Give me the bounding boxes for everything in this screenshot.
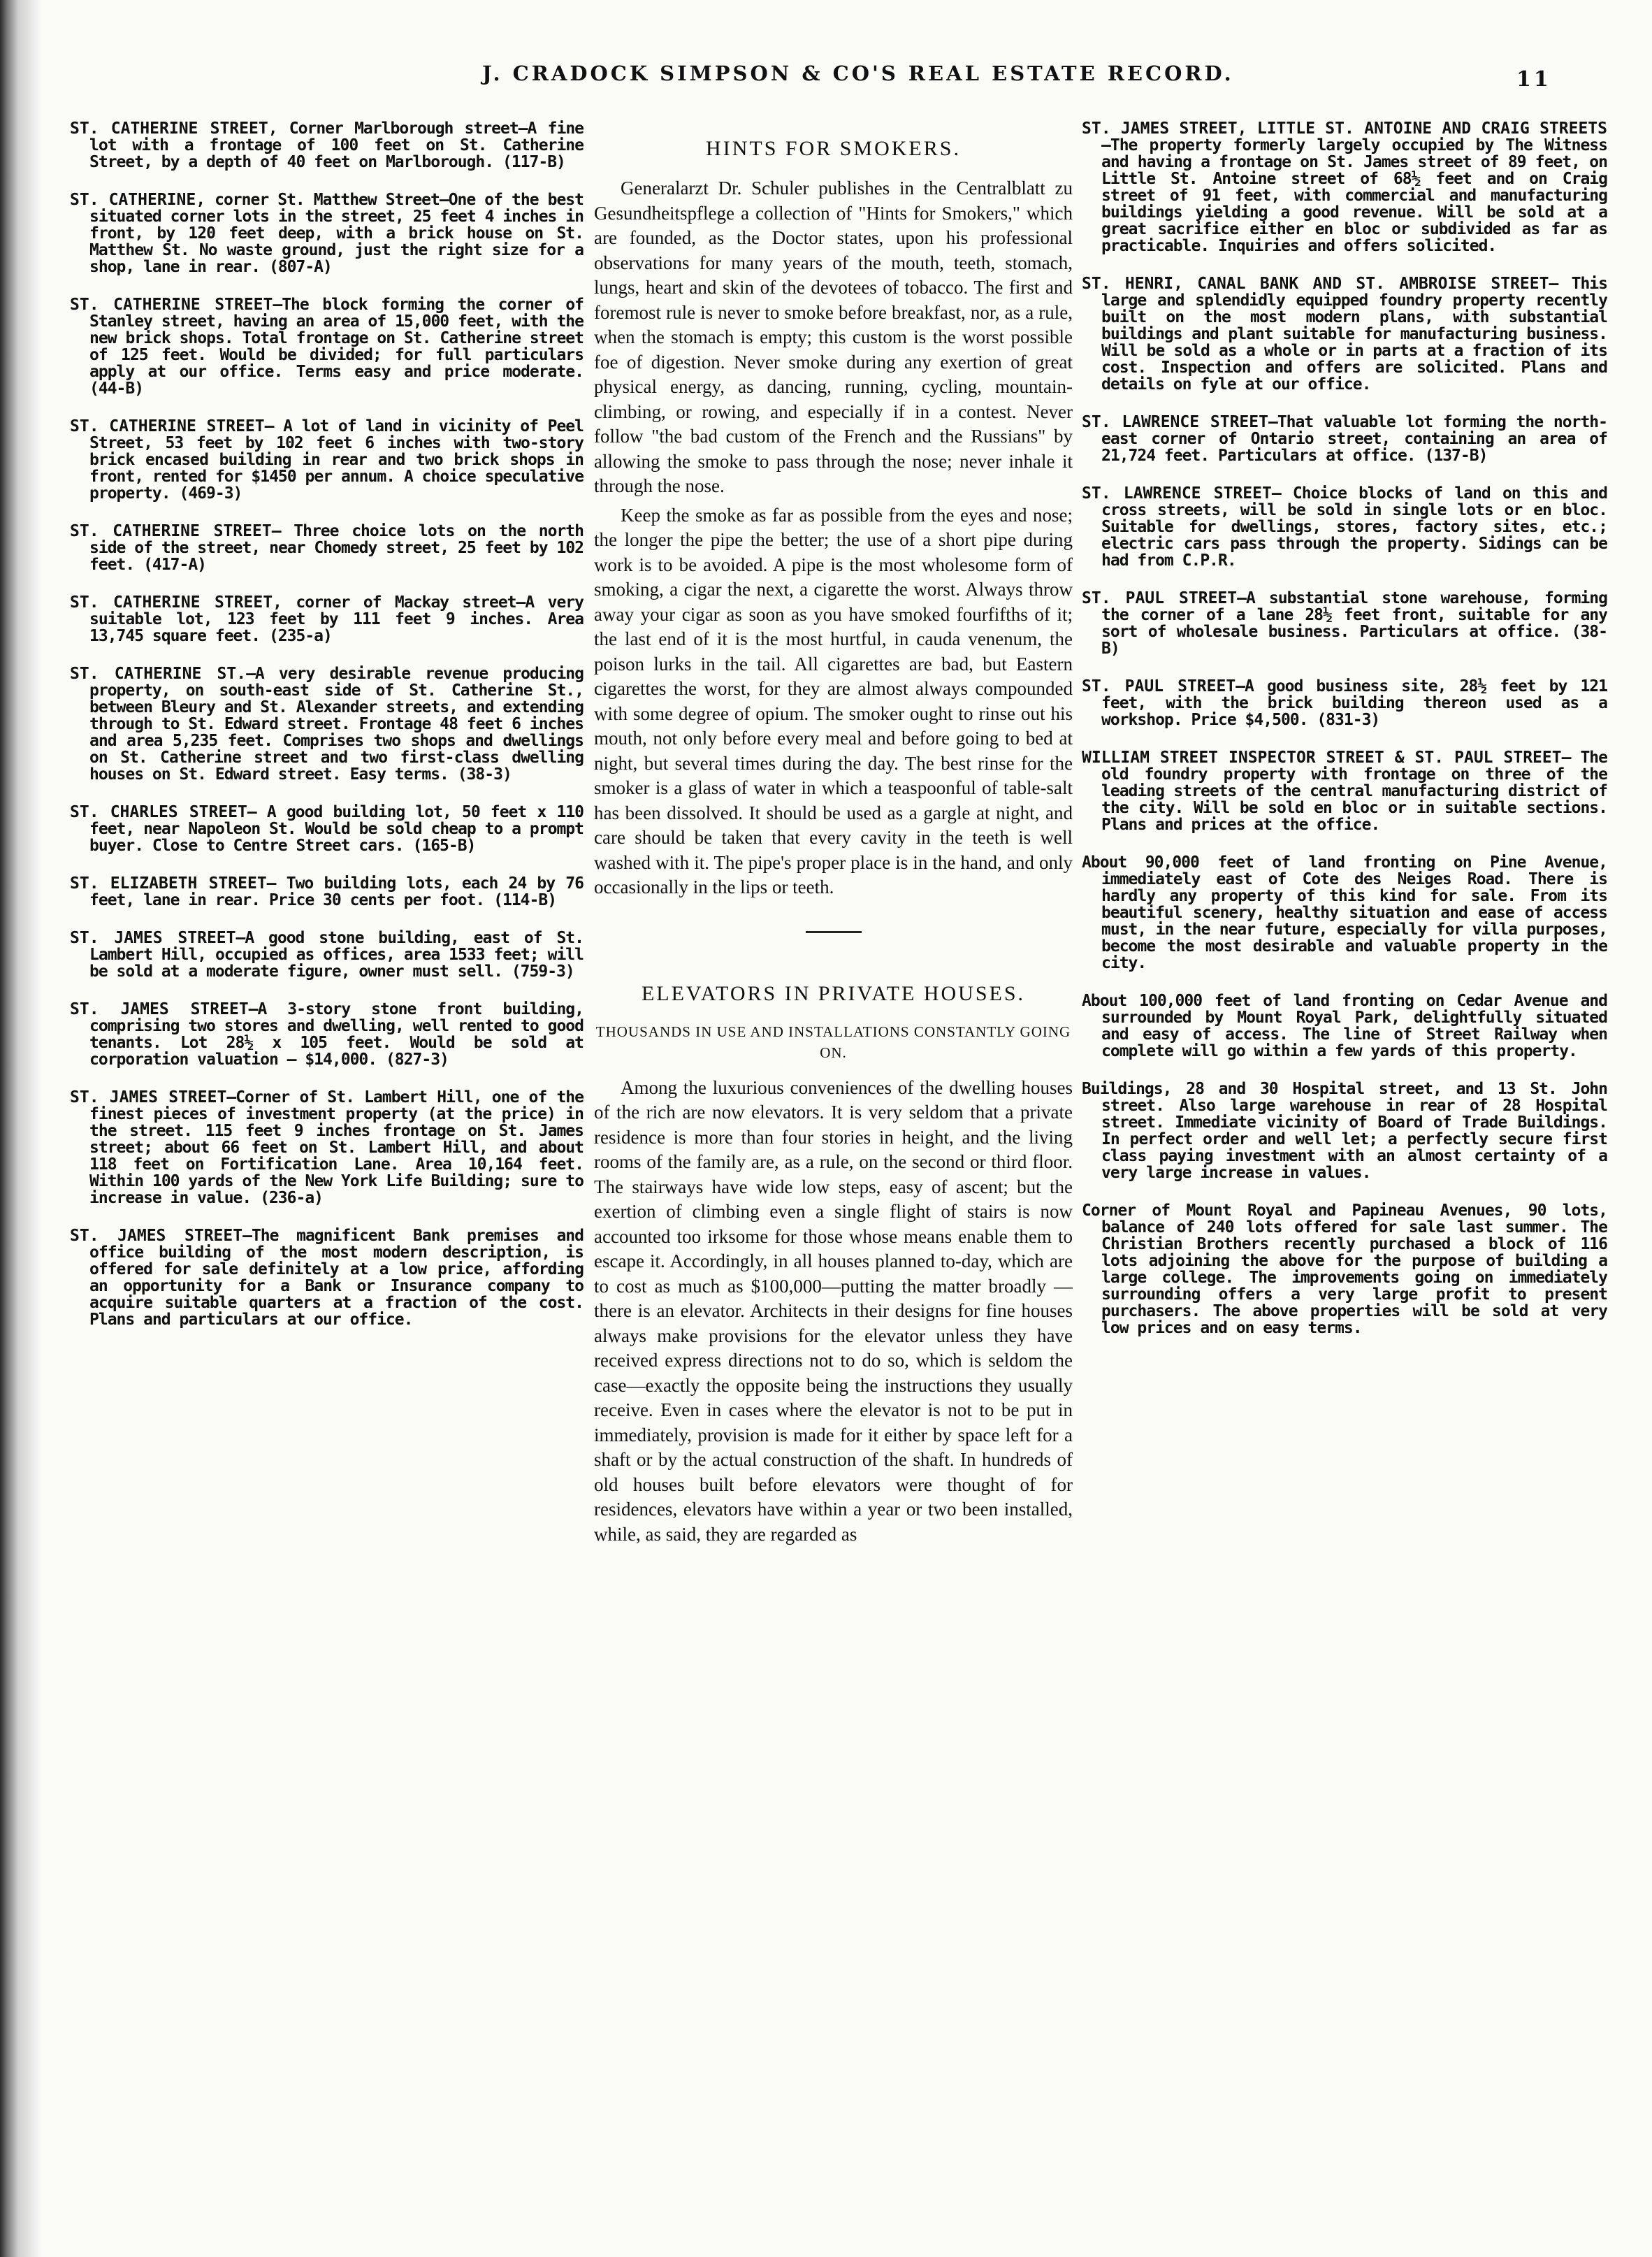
listing-heading: ST. JAMES STREET xyxy=(70,929,236,947)
listing-body: Corner Marlborough street—A fine lot with a frontage of 100 feet on St. Catherine Street, by a depth of 40 feet on Marlborough. (117-B) xyxy=(89,120,584,171)
listing-heading: ST. PAUL STREET xyxy=(1082,589,1238,607)
listing-heading: ST. JAMES STREET xyxy=(70,1227,243,1245)
left-column-listings xyxy=(70,120,584,2231)
listing-heading: ST. HENRI, CANAL BANK AND ST. AMBROISE STREET xyxy=(1082,275,1549,293)
listing-body: — A good building lot, 50 feet x 110 feet, near Napoleon St. Would be sold cheap to a prompt buyer. Close to Centre Street cars. (165-B) xyxy=(89,803,584,855)
listing-heading: ST. CATHERINE STREET xyxy=(70,296,273,314)
listing xyxy=(70,930,584,980)
listing xyxy=(1082,1202,1607,1336)
listing-heading: ST. CATHERINE, xyxy=(70,191,206,209)
listing-heading: ST. CHARLES STREET xyxy=(70,803,247,821)
listing-body: —A good stone building, east of St. Lambert Hill, occupied as offices, area 1533 feet; will be sold at a moderate figure, owner must sell. (759-3) xyxy=(89,929,584,981)
listing xyxy=(70,296,584,397)
listing xyxy=(70,665,584,783)
section-divider xyxy=(806,931,862,933)
listing-body: —A good business site, 28½ feet by 121 feet, with the brick building thereon used as a workshop. Price $4,500. (831-3) xyxy=(1101,677,1607,729)
listing xyxy=(1082,749,1607,833)
smokers-article-title: HINTS FOR SMOKERS. xyxy=(706,137,961,160)
listing xyxy=(70,1089,584,1206)
listing-body: —The block forming the corner of Stanley street, having an area of 15,000 feet, with the new brick shops. Total frontage on St. Catherine street of 125 feet. Would be divided; for full particulars apply at our office. Terms easy and price moderate. (44-B) xyxy=(89,296,584,398)
listing-heading: WILLIAM STREET INSPECTOR STREET & ST. PAUL STREET xyxy=(1082,749,1562,767)
listing-body: — Two building lots, each 24 by 76 feet, lane in rear. Price 30 cents per foot. (114-B) xyxy=(89,874,584,909)
listing-heading: ST. LAWRENCE STREET xyxy=(1082,413,1268,431)
listing-body: — Three choice lots on the north side of the street, near Chomedy street, 25 feet by 102 feet. (417-A) xyxy=(89,522,584,574)
listing-body: Buildings, 28 and 30 Hospital street, and 13 St. John street. Also large warehouse in rear of 28 Hospital street. Immediate vicinity of Board of Trade Buildings. In perfect order and well let; a perfectly secure first class paying investment with an almost certainty of a very large increase in values. xyxy=(1082,1080,1607,1182)
listing-body: corner St. Matthew Street—One of the best situated corner lots in the street, 25 feet 4 inches in front, by 120 feet deep, with a brick house on St. Matthew St. No waste ground, just the right size for a shop, lane in rear. (807-A) xyxy=(89,191,584,276)
listing xyxy=(70,418,584,502)
listing xyxy=(70,804,584,854)
page-number: 11 xyxy=(1516,67,1551,92)
listing-body: —The magnificent Bank premises and office building of the most modern description, is offered for sale definitely at a low price, affording an opportunity for a Bank or Insurance company to acquire suitable quarters at a fraction of the cost. Plans and particulars at our office. xyxy=(89,1227,584,1329)
listing-heading: ST. PAUL STREET xyxy=(1082,677,1236,695)
right-column-listings xyxy=(1082,120,1607,2231)
listing-body: About 90,000 feet of land fronting on Pine Avenue, immediately east of Cote des Neiges Road. There is hardly any property of this kind for sale. From its beautiful scenery, healthy situation and ease of access must, in the near future, especially for villa purposes, become the most desirable and valuable property in the city. xyxy=(1082,853,1607,972)
elevators-article-subtitle: THOUSANDS IN USE AND INSTALLATIONS CONSTANTLY GOING ON. xyxy=(595,1023,1071,1061)
listing-body: —The property formerly largely occupied by The Witness and having a frontage on St. James street of 89 feet, on Little St. Antoine street of 68½ feet and on Craig street of 91 feet, with commercial and manufacturing buildings yielding a good revenue. Will be sold at a great sacrifice either en bloc or subdivided as far as practicable. Inquiries and offers solicited. xyxy=(1101,136,1607,255)
listing xyxy=(1082,485,1607,569)
listing xyxy=(70,594,584,644)
listing-heading: ST. JAMES STREET xyxy=(70,1000,249,1018)
listing-heading: ST. CATHERINE STREET, xyxy=(70,593,282,612)
listing-heading: ST. JAMES STREET xyxy=(70,1088,227,1106)
listing xyxy=(1082,120,1607,254)
smokers-paragraph: Generalarzt Dr. Schuler publishes in the Centralblatt zu Gesundheitspflege a collection of "Hints for Smokers," which are founded, as the Doctor states, upon his professional observations for many years of the mouth, teeth, stomach, lungs, heart and skin of the devotees of tobacco. The first and foremost rule is never to smoke before breakfast, nor, as a rule, when the stomach is empty; this custom is the worst possible foe of digestion. Never smoke during any exertion of great physical energy, as dancing, running, cycling, mountain-climbing, or rowing, and especially if in a contest. Never follow "the bad custom of the French and the Russians" by allowing the smoke to pass through the nose; never inhale it through the nose. xyxy=(594,178,1073,496)
listing xyxy=(1082,590,1607,657)
listing xyxy=(1082,275,1607,393)
smokers-paragraph: Keep the smoke as far as possible from the eyes and nose; the longer the pipe the better; the use of a short pipe during work is to be avoided. A pipe is the most wholesome form of smoking, a cigar the next, a cigarette the worst. Always throw away your cigar as soon as you have smoked fourfifths of it; the last end of it is the most hurtful, in cauda venenum, the poison lurks in the tail. All cigarettes are bad, but Eastern cigarettes the worst, for they are almost always compounded with some degree of opium. The smoker ought to rinse out his mouth, not only before every meal and before going to bed at night, but several times during the day. The best rinse for the smoker is a glass of water in which a teaspoonful of table-salt has been dissolved. It should be used as a gargle at night, and care should be taken that every cavity in the teeth is well washed with it. The pipe's proper place is in the hand, and only occasionally in the lips or teeth. xyxy=(594,504,1073,897)
listing-body: — The old foundry property with frontage on three of the leading streets of the central manufacturing district of the city. Will be sold en bloc or in suitable sections. Plans and prices at the office. xyxy=(1101,749,1607,834)
elevators-paragraph: Among the luxurious conveniences of the dwelling houses of the rich are now elevators. It is very seldom that a private residence is more than four stories in height, and the living rooms of the family are, as a rule, on the second or third floor. The stairways have wide low steps, easy of ascent; but the exertion of climbing even a single flight of stairs is now accounted too irksome for those whose means enable them to escape it. Accordingly, in all houses planned to-day, which are to cost as much as $100,000—putting the matter broadly —there is an elevator. Architects in their designs for fine houses always make provisions for the elevator unless they have received express directions not to do so, which is seldom the case—exactly the opposite being the instructions they usually receive. Even in cases where the elevator is not to be put in immediately, provision is made for it either by space left for a shaft or by the actual construction of the shaft. In hundreds of old houses built before elevators were thought of for residences, elevators have within a year or two been installed, while, as said, they are regarded as xyxy=(594,1076,1073,1545)
listing xyxy=(70,875,584,909)
listing-heading: ST. CATHERINE ST. xyxy=(70,665,247,683)
listing-heading: ST. CATHERINE STREET xyxy=(70,417,265,435)
listing-heading: ST. CATHERINE STREET xyxy=(70,522,272,540)
publication-title: J. CRADOCK SIMPSON & CO'S REAL ESTATE RECORD. xyxy=(482,62,1234,85)
listing xyxy=(70,1227,584,1328)
elevators-article-title: ELEVATORS IN PRIVATE HOUSES. xyxy=(641,981,1026,1005)
listing xyxy=(1082,1081,1607,1181)
listing-body: corner of Mackay street—A very suitable lot, 123 feet by 111 feet 9 inches. Area 13,745 square feet. (235-a) xyxy=(89,593,584,645)
binding-shadow xyxy=(0,0,42,2257)
listing xyxy=(1082,854,1607,972)
listing-body: —Corner of St. Lambert Hill, one of the finest pieces of investment property (at the price) in the street. 115 feet 9 inches frontage on St. James street; about 66 feet on St. Lambert Hill, and about 118 feet on Fortification Lane. Area 10,164 feet. Within 100 yards of the New York Life Building; sure to increase in value. (236-a) xyxy=(89,1088,584,1207)
listing-body: — This large and splendidly equipped foundry property recently built on the most modern plans, with substantial buildings and plant suitable for manufacturing business. Will be sold as a whole or in parts at a fraction of its cost. Inspection and offers are solicited. Plans and details on fyle at our office. xyxy=(1101,275,1607,394)
middle-column-articles xyxy=(594,120,1073,2231)
listing-heading: ST. LAWRENCE STREET xyxy=(1082,484,1272,503)
page-header xyxy=(0,62,1652,103)
listing-heading: ST. JAMES STREET, LITTLE ST. ANTOINE AND CRAIG STREETS xyxy=(1082,120,1607,138)
listing-body: —A very desirable revenue producing property, on south-east side of St. Catherine St., between Bleury and St. Alexander streets, and extending through to St. Edward street. Frontage 48 feet 6 inches and area 5,235 feet. Comprises two shops and dwellings on St. Catherine street and two first-class dwelling houses on St. Edward street. Easy terms. (38-3) xyxy=(89,665,584,784)
listing-body: — Choice blocks of land on this and cross streets, will be sold in single lots or en bloc. Suitable for dwellings, stores, factory sites, etc.; electric cars pass through the property. Sidings can be had from C.P.R. xyxy=(1101,484,1607,570)
listing-body: — A lot of land in vicinity of Peel Street, 53 feet by 102 feet 6 inches with two-story brick encased building in rear and two brick shops in front, rented for $1450 per annum. A choice speculative property. (469-3) xyxy=(89,417,584,503)
listing-heading: ST. CATHERINE STREET, xyxy=(70,120,278,138)
listing-body: —A substantial stone warehouse, forming the corner of a lane 28½ feet front, suitable for any sort of wholesale business. Particulars at office. (38-B) xyxy=(1101,589,1607,658)
listing xyxy=(1082,993,1607,1060)
listing xyxy=(1082,414,1607,464)
listing-body: —That valuable lot forming the north-east corner of Ontario street, containing an area of 21,724 feet. Particulars at office. (137-B) xyxy=(1101,413,1607,465)
listing xyxy=(70,120,584,171)
listing-body: —A 3-story stone front building, comprising two stores and dwelling, well rented to good tenants. Lot 28½ x 105 feet. Would be sold at corporation valuation — $14,000. (827-3) xyxy=(89,1000,584,1069)
listing xyxy=(70,1001,584,1068)
listing xyxy=(70,523,584,573)
listing-body: Corner of Mount Royal and Papineau Avenues, 90 lots, balance of 240 lots offered for sale last summer. The Christian Brothers recently purchased a block of 116 lots adjoining the above for the purpose of building a large college. The improvements going on immediately surrounding offers a very large profit to present purchasers. The above properties will be sold at very low prices and on easy terms. xyxy=(1082,1202,1607,1337)
listing xyxy=(70,192,584,275)
listing xyxy=(1082,678,1607,728)
listing-body: About 100,000 feet of land fronting on Cedar Avenue and surrounded by Mount Royal Park, delightfully situated and easy of access. The line of Street Railway when complete will go within a few yards of this property. xyxy=(1082,992,1607,1060)
listing-heading: ST. ELIZABETH STREET xyxy=(70,874,267,893)
